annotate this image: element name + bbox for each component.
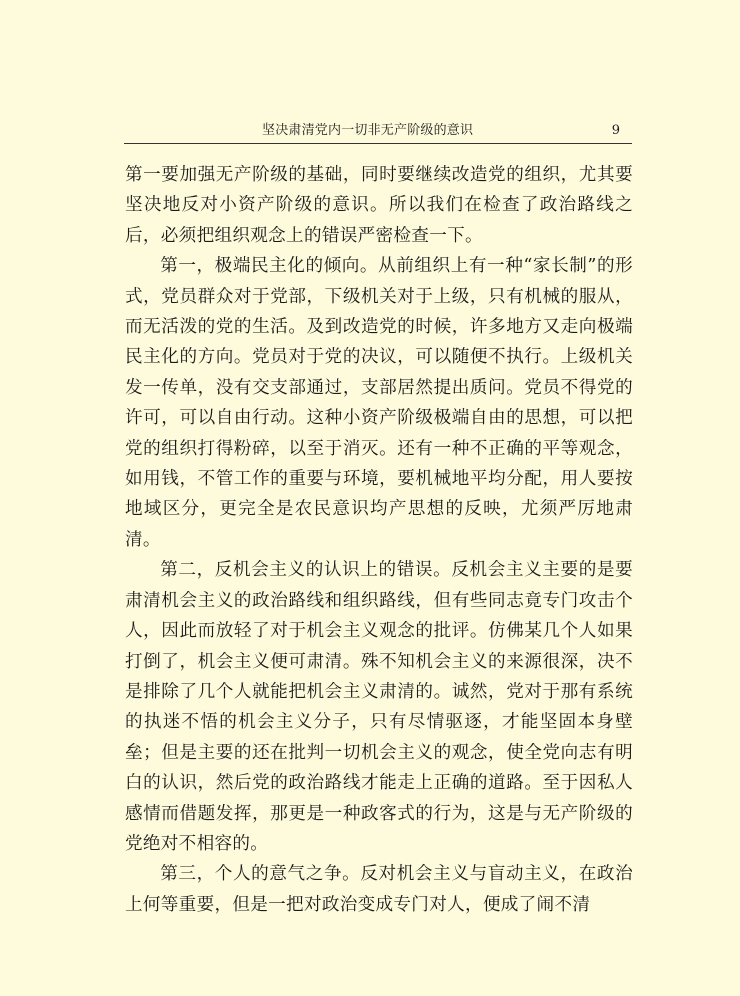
paragraph-3: 第二，反机会主义的认识上的错误。反机会主义主要的是要肃清机会主义的政治路线和组织路线，但有些同志竟专门攻击个人，因此而放轻了对于机会主义观念的批评。仿佛某几个人如果打倒了，机会主义便可肃清。殊不知机会主义的来源很深，决不是排除了几个人就能把机会主义肃清的。诚然，党对于那有系统的执迷不悟的机会主义分子，只有尽情驱逐，才能坚固本身壁垒；但是主要的还在批判一切机会主义的观念，使全党向志有明白的认识，然后党的政治路线才能走上正确的道路。至于因私人感情而借题发挥，那更是一种政客式的行为，这是与无产阶级的党绝对不相容的。 bbox=[125, 560, 633, 854]
running-title: 坚决肃清党内一切非无产阶级的意识 bbox=[262, 123, 474, 138]
paragraph-4: 第三，个人的意气之争。反对机会主义与盲动主义，在政治上何等重要，但是一把对政治变成专门对人，便成了闹不清 bbox=[125, 864, 633, 915]
paragraph-1: 第一要加强无产阶级的基础，同时要继续改造党的组织，尤其要坚决地反对小资产阶级的意识。所以我们在检查了政治路线之后，必须把组织观念上的错误严密检查一下。 bbox=[125, 165, 633, 246]
running-header bbox=[124, 121, 632, 145]
page-body bbox=[125, 160, 633, 920]
page-number: 9 bbox=[611, 123, 620, 138]
header-rule bbox=[124, 143, 632, 144]
paragraph-2: 第一，极端民主化的倾向。从前组织上有一种“家长制”的形式，党员群众对于党部，下级机关对于上级，只有机械的服从，而无活泼的党的生活。及到改造党的时候，许多地方又走向极端民主化的方向。党员对于党的决议，可以随便不执行。上级机关发一传单，没有交支部通过，支部居然提出质问。党员不得党的许可，可以自由行动。这种小资产阶级极端自由的思想，可以把党的组织打得粉碎，以至于消灭。还有一种不正确的平等观念，如用钱，不管工作的重要与环境，要机械地平均分配，用人要按地域区分，更完全是农民意识均产思想的反映，尤须严厉地肃清。 bbox=[125, 256, 633, 550]
